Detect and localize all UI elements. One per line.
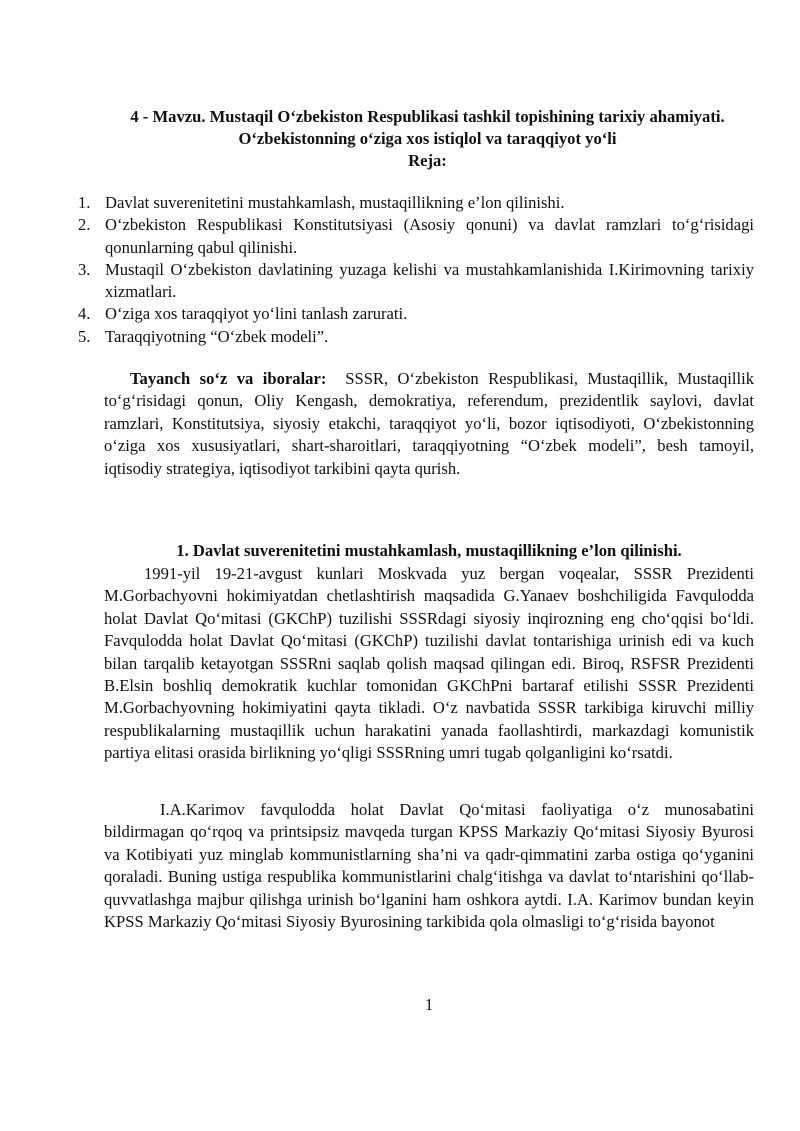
plan-label: Reja: [408, 151, 447, 170]
plan-item-text: Mustaqil O‘zbekiston davlatining yuzaga kelishi va mustahkamlanishida I.Kirimovning tarixiy xizmatlari. [105, 259, 754, 302]
plan-list [78, 192, 754, 348]
plan-item-text: O‘zbekiston Respublikasi Konstitutsiyasi (Asosiy qonuni) va davlat ramzlari to‘g‘risidagi qonunlarning qabul qilinishi. [105, 215, 754, 257]
body-paragraph: 1991-yil 19-21-avgust kunlari Moskvada yuz bergan voqealar, SSSR Prezidenti M.Gorbachyovni hokimiyatdan chetlashtirish maqsadida G.Yanaev boshchiligida Favqulodda holat Davlat Qo‘mitasi (GKChP) tuzilishi SSSRdagi siyosiy inqirozning eng cho‘qqisi bo‘ldi. Favqulodda holat Davlat Qo‘mitasi (GKChP) tuzilishi davlat tontarishiga urinish edi va kuch bilan tarqalib ketayotgan SSSRni saqlab qolish maqsad qilingan edi. Biroq, RSFSR Prezidenti B.Elsin boshliq demokratik kuchlar tomonidan GKChPni bartaraf etilishi SSSR Prezidenti M.Gorbachyovning hokimiyatini qayta tikladi. O‘z navbatida SSSR tarkibiga kiruvchi milliy respublikalarning mustaqillik uchun harakatini yanada faollashtirdi, markazdagi komunistik partiya elitasi orasida birlikning yo‘qligi SSSRning umri tugab qolganligini ko‘rsatdi. [104, 564, 754, 763]
plan-item-number: 2. [78, 215, 91, 235]
page-number: 1 [424, 995, 434, 1014]
plan-item-number: 4. [78, 304, 91, 324]
body-paragraph: I.A.Karimov favqulodda holat Davlat Qo‘mitasi faoliyatiga o‘z munosabatini bildirmagan qo‘rqoq va printsipsiz mavqeda turgan KPSS Markaziy Qo‘mitasi Siyosiy Byurosi va Kotibiyati yuz minglab kommunistlarning sha’ni va qadr-qimmatini zarba ostiga qo‘yganini qoraladi. Buning ustiga respublika kommunistlarini chalg‘itishga va davlat to‘ntarishini qo‘llab-quvvatlashga majbur qilishga urinish bo‘lganini ham oshkora aytdi. I.A. Karimov bundan keyin KPSS Markaziy Qo‘mitasi Siyosiy Byurosining tarkibida qola olmasligi to‘g‘risida bayonot [104, 800, 754, 932]
section-heading: 1. Davlat suverenitetini mustahkamlash, mustaqillikning e’lon qilinishi. [176, 541, 682, 560]
keywords-text: SSSR, O‘zbekiston Respublikasi, Mustaqillik, Mustaqillik to‘g‘risidagi qonun, Oliy Kengash, demokratiya, referendum, prezidentlik saylovi, davlat ramzlari, Konstitutsiya, siyosiy etakchi, taraqqiyot yo‘li, bozor iqtisodiyoti, O‘zbekistonning o‘ziga xos xususiyatlari, shart-sharoitlari, taraqqiyotning “O‘zbek modeli”, besh tamoyil, iqtisodiy strategiya, iqtisodiyot tarkibini qayta qurish. [104, 369, 755, 478]
topic-number: 4 - Mavzu [130, 107, 202, 126]
keywords-label: Tayanch so‘z va iboralar: [130, 369, 327, 388]
plan-item-text: Davlat suverenitetini mustahkamlash, mustaqillikning e’lon qilinishi. [105, 193, 565, 212]
plan-item-number: 1. [78, 193, 91, 212]
plan-item [78, 192, 754, 214]
plan-item [78, 326, 754, 348]
plan-item-text: Taraqqiyotning “O‘zbek modeli”. [105, 326, 329, 346]
plan-item-text: O‘ziga xos taraqqiyot yo‘lini tanlash zarurati. [105, 304, 408, 324]
plan-item-number: 5. [78, 326, 91, 346]
topic-title: Mustaqil O‘zbekiston Respublikasi tashkil topishining tarixiy ahamiyati. O‘zbekistonning o‘ziga xos istiqlol va taraqqiyot yo‘li [209, 107, 725, 148]
keywords-block [104, 368, 754, 480]
plan-item-number: 3. [78, 259, 91, 279]
plan-item [78, 259, 754, 304]
plan-item [78, 214, 754, 259]
title-dot: . [201, 107, 210, 126]
plan-item [78, 303, 754, 325]
document-title [100, 106, 755, 172]
